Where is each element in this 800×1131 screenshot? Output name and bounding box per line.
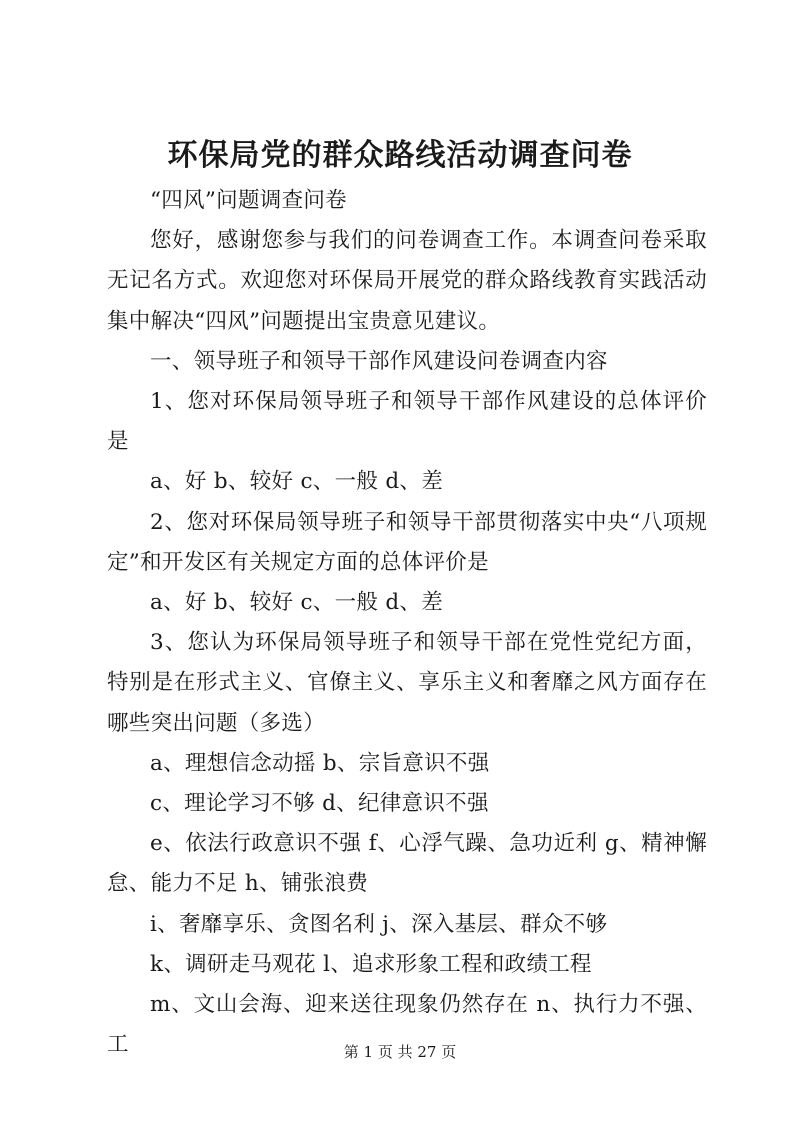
paragraph: c、理论学习不够 d、纪律意识不强 — [150, 791, 489, 817]
paragraph: k、调研走马观花 l、追求形象工程和政绩工程 — [150, 951, 592, 977]
paragraph: i、奢靡享乐、贪图名利 j、深入基层、群众不够 — [150, 911, 608, 937]
paragraph: 2、您对环保局领导班子和领导干部贯彻落实中央“八项规定”和开发区有关规定方面的总体评价是 — [107, 509, 707, 575]
paragraph: 1、您对环保局领导班子和领导干部作风建设的总体评价是 — [107, 389, 707, 455]
paragraph: 一、领导班子和领导干部作风建设问卷调查内容 — [150, 348, 608, 374]
paragraph: “四风”问题调查问卷 — [150, 188, 347, 213]
paragraph: a、好 b、较好 c、一般 d、差 — [150, 469, 443, 495]
paragraph: m、文山会海、迎来送往现象仍然存在 n、执行力不强、工 — [107, 992, 707, 1058]
paragraph: a、好 b、较好 c、一般 d、差 — [150, 590, 443, 616]
paragraph: 3、您认为环保局领导班子和领导干部在党性党纪方面，特别是在形式主义、官僚主义、享乐主义和奢靡之风方面存在哪些突出问题（多选） — [107, 630, 707, 736]
document-body — [107, 181, 707, 1065]
page-footer — [0, 1042, 800, 1062]
paragraph: 您好，感谢您参与我们的问卷调查工作。本调查问卷采取无记名方式。欢迎您对环保局开展党的群众路线教育实践活动集中解决“四风”问题提出宝贵意见建议。 — [107, 228, 707, 334]
paragraph: a、理想信念动摇 b、宗旨意识不强 — [150, 750, 490, 776]
page-title: 环保局党的群众路线活动调查问卷 — [167, 138, 633, 173]
page-number: 第 1 页 共 27 页 — [343, 1043, 457, 1061]
paragraph: e、依法行政意识不强 f、心浮气躁、急功近利 g、精神懈怠、能力不足 h、铺张浪费 — [107, 831, 707, 897]
